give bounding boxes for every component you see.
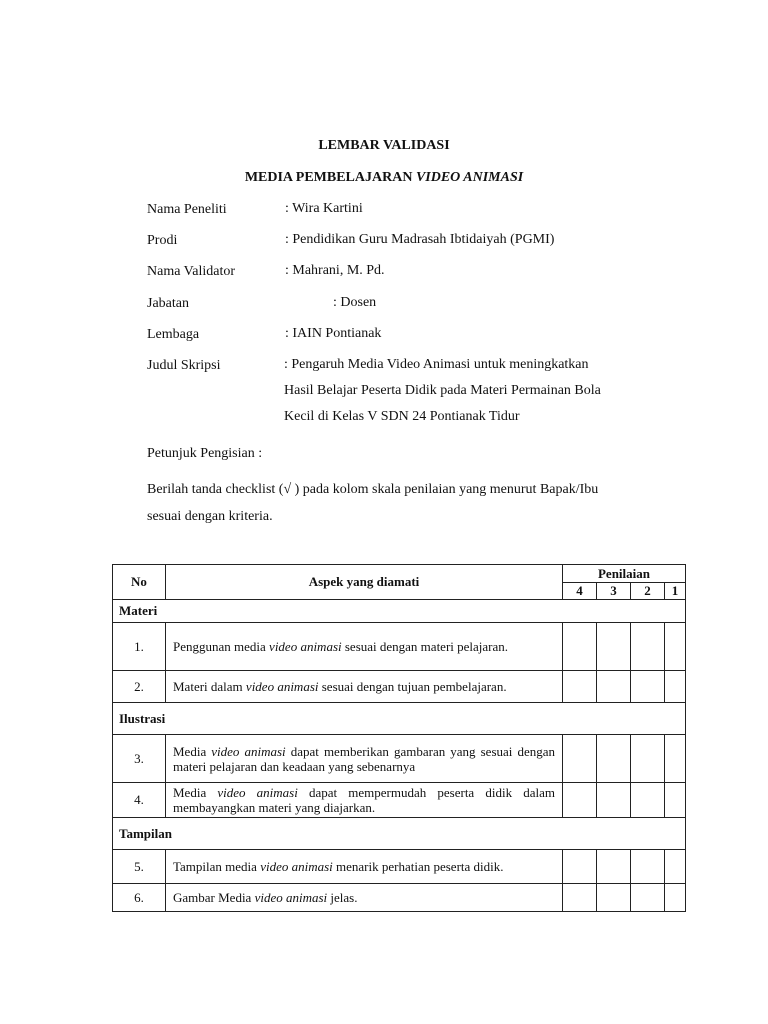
score-cell-4[interactable] xyxy=(563,623,597,671)
table-row xyxy=(113,850,686,884)
aspect-italic: video animasi xyxy=(245,679,319,694)
instructions-heading: Petunjuk Pengisian : xyxy=(147,446,263,461)
score-cell-4[interactable] xyxy=(563,671,597,703)
score-cell-3[interactable] xyxy=(597,735,631,783)
row-number: 3. xyxy=(113,735,166,783)
row-number: 1. xyxy=(113,623,166,671)
info-value-nama-peneliti: : Wira Kartini xyxy=(285,201,363,216)
table-row xyxy=(113,735,686,783)
validation-table xyxy=(112,564,686,912)
score-cell-3[interactable] xyxy=(597,623,631,671)
aspect-text: Media xyxy=(173,743,212,759)
score-cell-2[interactable] xyxy=(631,783,665,818)
score-cell-2[interactable] xyxy=(631,623,665,671)
score-cell-1[interactable] xyxy=(665,623,686,671)
judul-line-1: : Pengaruh Media Video Animasi untuk meningkatkan xyxy=(284,357,589,372)
score-cell-4[interactable] xyxy=(563,735,597,783)
section-materi: Materi xyxy=(113,600,686,623)
score-cell-2[interactable] xyxy=(631,884,665,912)
aspect-text: dapat mempermudah peserta didik dalam membayangkan materi yang diajarkan. xyxy=(173,785,555,815)
header-penilaian: Penilaian xyxy=(563,565,686,583)
document-subtitle xyxy=(0,170,768,186)
instructions-line-2: sesuai dengan kriteria. xyxy=(147,509,273,524)
aspect-italic: video animasi xyxy=(269,639,342,654)
table-row xyxy=(113,671,686,703)
info-value-prodi: : Pendidikan Guru Madrasah Ibtidaiyah (PGMI) xyxy=(285,232,555,247)
aspect-text: sesuai dengan materi pelajaran. xyxy=(341,639,509,654)
score-cell-3[interactable] xyxy=(597,850,631,884)
info-value-jabatan: : Dosen xyxy=(333,295,377,310)
score-cell-1[interactable] xyxy=(665,783,686,818)
score-cell-2[interactable] xyxy=(631,850,665,884)
aspect-text: Media xyxy=(173,785,218,800)
row-aspect xyxy=(166,783,563,818)
score-cell-2[interactable] xyxy=(631,735,665,783)
score-cell-1[interactable] xyxy=(665,850,686,884)
info-value-judul-skripsi xyxy=(284,352,601,430)
score-cell-1[interactable] xyxy=(665,884,686,912)
judul-line-3: Kecil di Kelas V SDN 24 Pontianak Tidur xyxy=(284,409,520,424)
aspect-italic: video animasi xyxy=(254,890,328,905)
aspect-italic: video animasi xyxy=(217,785,298,800)
score-cell-2[interactable] xyxy=(631,671,665,703)
aspect-text: dapat memberikan gambaran yang sesuai dengan materi pelajaran dan keadaan yang sebenarnya xyxy=(173,743,555,774)
aspect-text: sesuai dengan tujuan pembelajaran. xyxy=(318,679,507,694)
score-header-1: 1 xyxy=(665,583,686,600)
section-tampilan: Tampilan xyxy=(113,818,686,850)
score-cell-4[interactable] xyxy=(563,850,597,884)
info-label-prodi: Prodi xyxy=(147,233,178,248)
row-number: 2. xyxy=(113,671,166,703)
aspect-text: Penggunan media xyxy=(173,639,270,654)
subtitle-text: MEDIA PEMBELAJARAN xyxy=(244,170,416,185)
document-title: LEMBAR VALIDASI xyxy=(318,138,450,153)
section-ilustrasi: Ilustrasi xyxy=(113,703,686,735)
aspect-text: Materi dalam xyxy=(173,679,246,694)
score-cell-3[interactable] xyxy=(597,671,631,703)
info-label-lembaga: Lembaga xyxy=(147,327,200,342)
row-aspect xyxy=(166,735,563,783)
score-cell-1[interactable] xyxy=(665,671,686,703)
table-row xyxy=(113,623,686,671)
header-aspect: Aspek yang diamati xyxy=(166,565,563,600)
aspect-text: jelas. xyxy=(327,890,358,905)
row-aspect xyxy=(166,884,563,912)
score-cell-4[interactable] xyxy=(563,884,597,912)
info-label-nama-validator: Nama Validator xyxy=(147,264,235,279)
score-cell-1[interactable] xyxy=(665,735,686,783)
info-label-nama-peneliti: Nama Peneliti xyxy=(147,202,227,217)
score-header-3: 3 xyxy=(597,583,631,600)
row-aspect xyxy=(166,623,563,671)
info-label-judul-skripsi: Judul Skripsi xyxy=(147,358,221,373)
aspect-italic: video animasi xyxy=(211,743,286,759)
row-aspect xyxy=(166,671,563,703)
aspect-italic: video animasi xyxy=(260,859,333,874)
info-value-lembaga: : IAIN Pontianak xyxy=(285,326,382,341)
aspect-text: Tampilan media xyxy=(173,859,261,874)
instructions-line-1: Berilah tanda checklist (√ ) pada kolom skala penilaian yang menurut Bapak/Ibu xyxy=(147,482,599,497)
score-cell-3[interactable] xyxy=(597,884,631,912)
row-number: 4. xyxy=(113,783,166,818)
row-number: 6. xyxy=(113,884,166,912)
row-aspect xyxy=(166,850,563,884)
aspect-text: Gambar Media xyxy=(173,890,255,905)
info-value-nama-validator: : Mahrani, M. Pd. xyxy=(285,263,385,278)
score-cell-3[interactable] xyxy=(597,783,631,818)
row-number: 5. xyxy=(113,850,166,884)
score-header-4: 4 xyxy=(563,583,597,600)
table-row xyxy=(113,884,686,912)
aspect-text: menarik perhatian peserta didik. xyxy=(332,859,504,874)
table-row xyxy=(113,783,686,818)
header-no: No xyxy=(113,565,166,600)
info-label-jabatan: Jabatan xyxy=(147,296,189,311)
judul-line-2: Hasil Belajar Peserta Didik pada Materi Permainan Bola xyxy=(284,383,601,398)
score-header-2: 2 xyxy=(631,583,665,600)
score-cell-4[interactable] xyxy=(563,783,597,818)
subtitle-italic: VIDEO ANIMASI xyxy=(415,170,524,185)
